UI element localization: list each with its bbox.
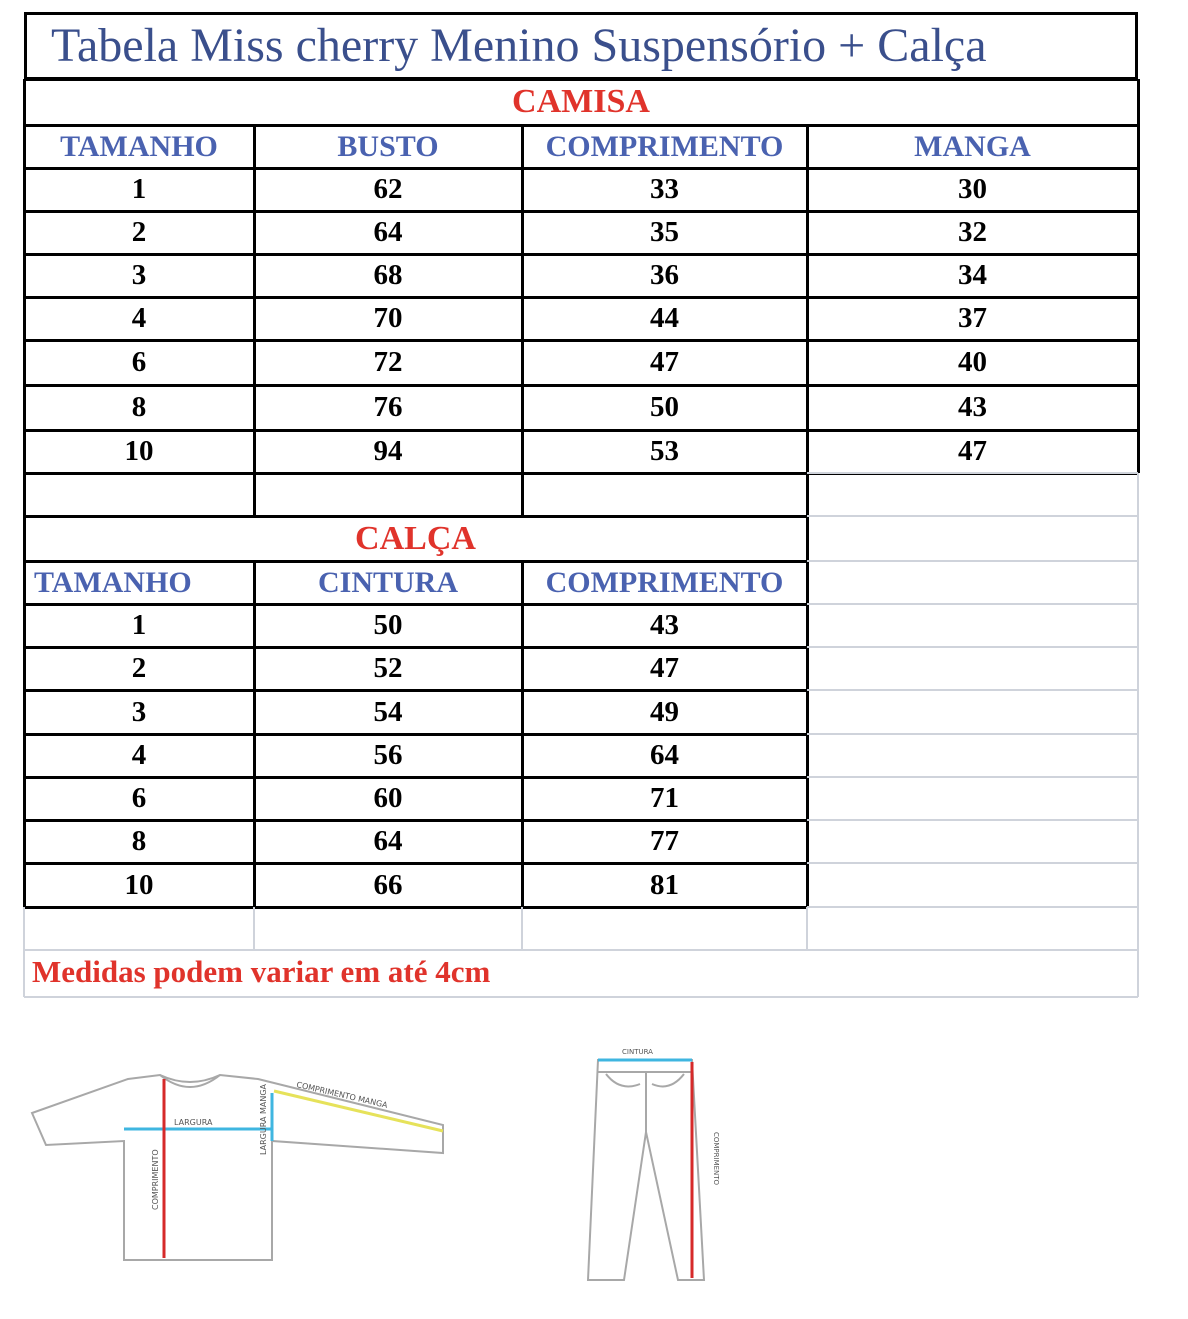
- camisa-table-cell: 34: [958, 259, 987, 291]
- camisa-table-cell: 32: [958, 216, 987, 248]
- pants-outline: [588, 1060, 704, 1280]
- table-rule: [807, 906, 1138, 908]
- camisa-table-cell: 30: [958, 173, 987, 205]
- table-rule: [24, 603, 807, 606]
- calca-table-cell: 81: [650, 869, 679, 901]
- calca-table-cell: 54: [373, 696, 403, 728]
- camisa-table-cell: 1: [131, 173, 147, 205]
- table-rule: [807, 646, 1138, 648]
- table-rule: [521, 473, 524, 516]
- table-rule: [521, 907, 523, 950]
- table-rule: [24, 996, 1138, 998]
- camisa-table-cell: 68: [373, 259, 403, 291]
- calca-table-cell: 10: [124, 869, 154, 901]
- camisa-table-cell: 76: [373, 391, 403, 423]
- table-rule: [24, 429, 1138, 432]
- camisa-table-cell: 53: [650, 435, 679, 467]
- table-rule: [253, 125, 256, 473]
- calca-table-cell: 50: [373, 609, 403, 641]
- table-rule: [24, 560, 807, 563]
- pants-comprimento-label: COMPRIMENTO: [712, 1132, 720, 1186]
- calca-table-cell: 56: [373, 739, 403, 771]
- calca-table-cell: 49: [650, 696, 679, 728]
- camisa-table-cell: 70: [373, 302, 403, 334]
- table-rule: [24, 862, 807, 865]
- table-rule: [24, 296, 1138, 299]
- camisa-table-cell: 62: [373, 173, 403, 205]
- table-rule: [807, 776, 1138, 778]
- calca-table-cell: 1: [131, 609, 147, 641]
- table-rule: [24, 253, 1138, 256]
- calca-column-header: CINTURA: [317, 566, 458, 599]
- table-rule: [807, 472, 1138, 474]
- camisa-table-cell: 43: [958, 391, 987, 423]
- table-rule: [807, 560, 1138, 562]
- table-rule: [24, 78, 1138, 81]
- calca-column-header: TAMANHO: [34, 566, 192, 599]
- pants-measurement-diagram: [580, 1042, 740, 1290]
- camisa-table-cell: 37: [958, 302, 987, 334]
- calca-table-cell: 3: [131, 696, 147, 728]
- table-rule: [24, 646, 807, 649]
- camisa-table-cell: 35: [650, 216, 679, 248]
- calca-table-cell: 77: [650, 825, 679, 857]
- calca-table-cell: 2: [131, 652, 147, 684]
- table-rule: [806, 907, 808, 950]
- table-rule: [24, 124, 1138, 127]
- table-rule: [1137, 79, 1140, 473]
- camisa-table-cell: 47: [958, 435, 987, 467]
- table-rule: [253, 473, 256, 516]
- table-rule: [24, 167, 1138, 170]
- table-rule: [807, 603, 1138, 605]
- largura-manga-label: LARGURA MANGA: [259, 1083, 268, 1155]
- table-rule: [24, 949, 1138, 951]
- table-rule: [24, 384, 1138, 387]
- camisa-table-cell: 44: [650, 302, 679, 334]
- comprimento-manga-label: COMPRIMENTO MANGA: [295, 1080, 389, 1110]
- table-rule: [24, 776, 807, 779]
- camisa-table-cell: 72: [373, 346, 403, 378]
- calca-table-cell: 64: [373, 825, 403, 857]
- table-rule: [23, 907, 25, 997]
- table-rule: [807, 733, 1138, 735]
- camisa-table-cell: 36: [650, 259, 679, 291]
- table-rule: [521, 125, 524, 473]
- camisa-column-header: TAMANHO: [60, 130, 218, 163]
- camisa-table-cell: 4: [131, 302, 147, 334]
- table-rule: [807, 515, 1138, 517]
- table-rule: [807, 862, 1138, 864]
- calca-table-cell: 47: [650, 652, 679, 684]
- camisa-table-cell: 6: [131, 346, 147, 378]
- table-rule: [1137, 473, 1139, 997]
- camisa-table-cell: 2: [131, 216, 147, 248]
- calca-table-cell: 6: [131, 782, 147, 814]
- camisa-table-cell: 10: [124, 435, 154, 467]
- page-title: Tabela Miss cherry Menino Suspensório + Calça: [24, 12, 1138, 80]
- calca-section-title: CALÇA: [355, 520, 476, 557]
- table-rule: [806, 125, 809, 473]
- calca-table-cell: 66: [373, 869, 403, 901]
- table-rule: [24, 733, 807, 736]
- calca-table-cell: 52: [373, 652, 403, 684]
- camisa-table-cell: 3: [131, 259, 147, 291]
- calca-table-cell: 4: [131, 739, 147, 771]
- table-rule: [24, 689, 807, 692]
- camisa-section-title: CAMISA: [512, 83, 650, 120]
- cintura-label: CINTURA: [622, 1048, 653, 1056]
- table-rule: [24, 819, 807, 822]
- camisa-table-cell: 33: [650, 173, 679, 205]
- calca-table-cell: 71: [650, 782, 679, 814]
- calca-table-cell: 43: [650, 609, 679, 641]
- camisa-column-header: COMPRIMENTO: [545, 130, 784, 163]
- camisa-table-cell: 94: [373, 435, 403, 467]
- shirt-measurement-diagram: [28, 1055, 458, 1270]
- table-rule: [24, 339, 1138, 342]
- camisa-table-cell: 40: [958, 346, 987, 378]
- camisa-table-cell: 8: [131, 391, 147, 423]
- table-rule: [521, 561, 524, 907]
- calca-table-cell: 64: [650, 739, 679, 771]
- table-rule: [23, 79, 26, 473]
- table-rule: [24, 906, 807, 909]
- calca-table-cell: 60: [373, 782, 403, 814]
- table-rule: [807, 819, 1138, 821]
- comprimento-label: COMPRIMENTO: [151, 1149, 160, 1210]
- calca-column-header: COMPRIMENTO: [545, 566, 784, 599]
- camisa-table-cell: 64: [373, 216, 403, 248]
- table-rule: [24, 210, 1138, 213]
- camisa-table-cell: 50: [650, 391, 679, 423]
- camisa-column-header: MANGA: [914, 130, 1031, 163]
- measurement-note: Medidas podem variar em até 4cm: [32, 954, 491, 989]
- camisa-column-header: BUSTO: [337, 130, 439, 163]
- table-rule: [253, 907, 255, 950]
- table-rule: [807, 689, 1138, 691]
- camisa-table-cell: 47: [650, 346, 679, 378]
- largura-label: LARGURA: [174, 1118, 213, 1127]
- calca-table-cell: 8: [131, 825, 147, 857]
- table-rule: [253, 561, 256, 907]
